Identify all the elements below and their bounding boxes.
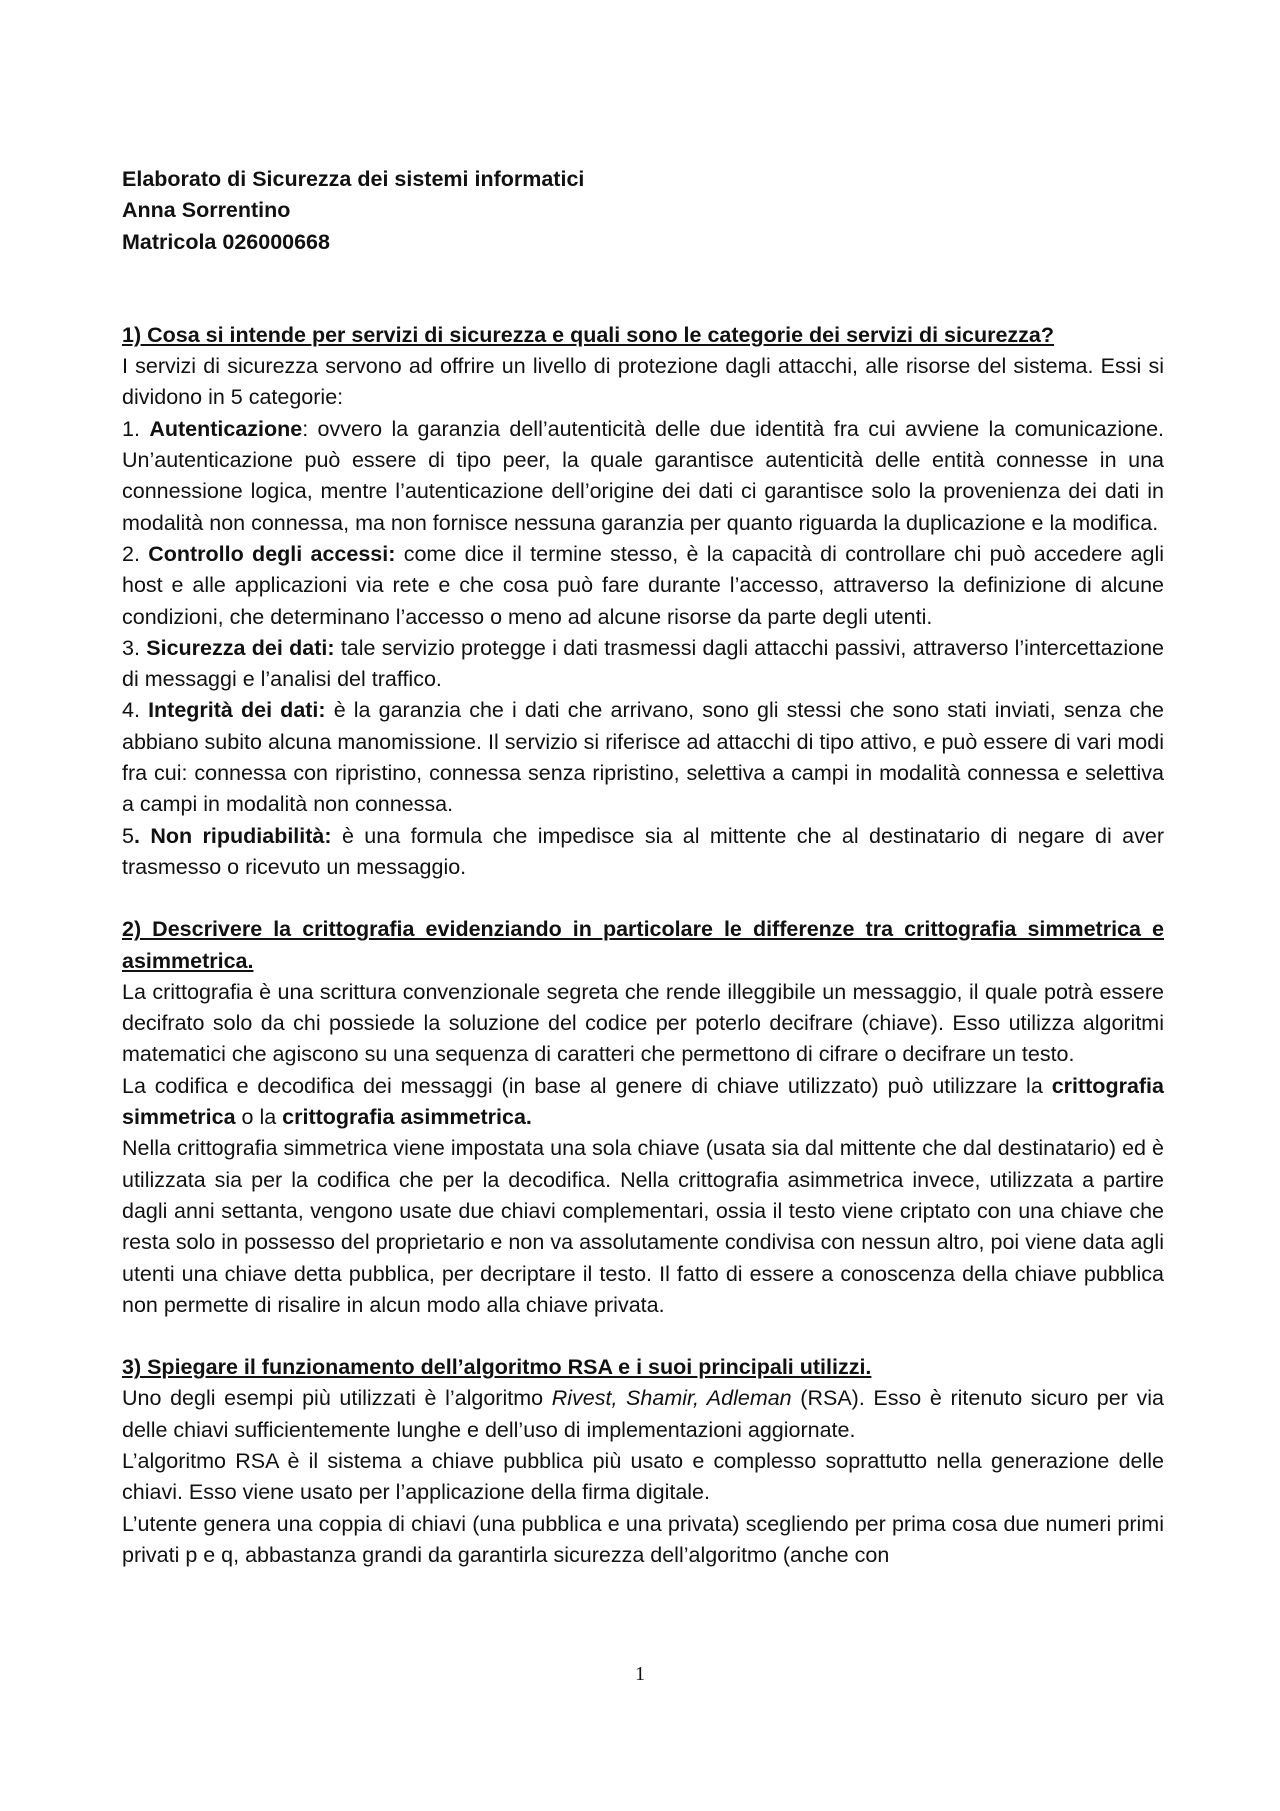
section-2-paragraph-3: Nella crittografia simmetrica viene impostata una sola chiave (usata sia dal mittente che dal destinatario) ed è utilizzata sia per la codifica che per la decodifica. Nella crittografia asimmetrica invece, utilizzata a partire dagli anni settanta, vengono usate due chiavi complementari, ossia il testo viene criptato con una chiave che resta solo in possesso del proprietario e non va assolutamente condivisa con nessun altro, poi viene data agli utenti una chiave detta pubblica, per decriptare il testo. Il fatto di essere a conoscenza della chiave pubblica non permette di risalire in alcun modo alla chiave privata. [122,1136,1164,1317]
section-2 [122,914,1164,1321]
section-spacer [122,1321,1164,1352]
section-spacer [122,883,1164,914]
paragraph-text: (RSA). Esso è ritenuto sicuro per via delle chiavi sufficientemente lunghe e dell’uso di implementazioni aggiornate. [122,1386,1164,1442]
list-item-text: tale servizio protegge i dati trasmessi dagli attacchi passivi, attraverso l’intercettazione di messaggi e l’analisi del traffico. [122,635,1164,692]
list-item-term: . Non ripudiabilità: [133,823,332,848]
list-item [122,633,1164,696]
document-page [122,164,1164,1571]
paragraph-text: Uno degli esempi più utilizzati è l’algoritmo [122,1386,552,1411]
author-name: Anna Sorrentino [122,198,291,223]
section-2-paragraph-1: La crittografia è una scrittura convenzionale segreta che rende illeggibile un messaggio, il quale potrà essere decifrato solo da chi possiede la soluzione del codice per poterlo decifrare (chiave). Esso utilizza algoritmi matematici che agiscono su una sequenza di caratteri che permettono di cifrare o decifrare un testo. [122,979,1164,1067]
list-item-text: è una formula che impedisce sia al mittente che al destinatario di negare di aver trasmesso o ricevuto un messaggio. [122,823,1164,879]
document-header [122,164,1164,258]
list-item-number: 5 [122,823,134,848]
section-2-paragraph-2 [122,1071,1164,1134]
section-3-paragraph-2: L’algoritmo RSA è il sistema a chiave pubblica più usato e complesso soprattutto nella generazione delle chiavi. Esso viene usato per l’applicazione della firma digitale. [122,1448,1164,1505]
list-item-term: Integrità dei dati: [148,698,326,723]
list-item-term: Sicurezza dei dati: [146,635,335,660]
page-number: 1 [635,1663,645,1685]
list-item-term: Controllo degli accessi: [148,541,396,566]
list-item [122,695,1164,820]
student-id: Matricola 026000668 [122,229,330,254]
section-3-paragraph-1 [122,1383,1164,1446]
question-1-heading: 1) Cosa si intende per servizi di sicurezza e quali sono le categorie dei servizi di sicurezza? [122,322,1054,347]
list-item-text: è la garanzia che i dati che arrivano, sono gli stessi che sono stati inviati, senza che abbiano subito alcuna manomissione. Il servizio si riferisce ad attacchi di tipo attivo, e può essere di vari modi fra cui: connessa con ripristino, connessa senza ripristino, selettiva a campi in modalità connessa e selettiva a campi in modalità non connessa. [122,698,1165,817]
list-item [122,539,1164,633]
bold-term: crittografia simmetrica [122,1073,1164,1130]
italic-term: Rivest, Shamir, Adleman [551,1386,792,1411]
section-1 [122,320,1164,883]
list-item-number: 1. [122,416,150,441]
bold-term: crittografia asimmetrica. [282,1105,532,1130]
list-item-text: : ovvero la garanzia dell’autenticità delle due identità fra cui avviene la comunicazione. Un’autenticazione può essere di tipo peer, la quale garantisce autenticità delle entità connesse in una connessione logica, mentre l’autenticazione dell’origine dei dati ci garantisce solo la provenienza dei dati in modalità non connessa, ma non fornisce nessuna garanzia per quanto riguarda la duplicazione e la modifica. [122,416,1165,535]
question-2-heading: 2) Descrivere la crittografia evidenziando in particolare le differenze tra crittografia simmetrica e asimmetrica. [122,917,1164,973]
list-item [122,821,1164,884]
list-item-number: 3. [122,635,147,660]
section-3 [122,1352,1164,1571]
section-1-intro: I servizi di sicurezza servono ad offrire un livello di protezione dagli attacchi, alle risorse del sistema. Essi si dividono in 5 categorie: [122,354,1164,410]
list-item-term: Autenticazione [149,416,303,441]
list-item-text: come dice il termine stesso, è la capacità di controllare chi può accedere agli host e alle applicazioni via rete e che cosa può fare durante l’accesso, attraverso la definizione di alcune condizioni, che determinano l’accesso o meno ad alcune risorse da parte degli utenti. [122,541,1165,629]
question-3-heading: 3) Spiegare il funzionamento dell’algoritmo RSA e i suoi principali utilizzi. [122,1355,872,1380]
list-item-number: 2. [122,541,149,566]
section-3-paragraph-3: L’utente genera una coppia di chiavi (una pubblica e una privata) scegliendo per prima cosa due numeri primi privati p e q, abbastanza grandi da garantirla sicurezza dell’algoritmo (anche con [122,1511,1164,1567]
paragraph-text: La codifica e decodifica dei messaggi (in base al genere di chiave utilizzato) può utilizzare la [122,1073,1052,1098]
document-title: Elaborato di Sicurezza dei sistemi informatici [122,167,585,191]
paragraph-text: o la [235,1105,283,1130]
list-item [122,414,1164,539]
list-item-number: 4. [122,698,149,723]
